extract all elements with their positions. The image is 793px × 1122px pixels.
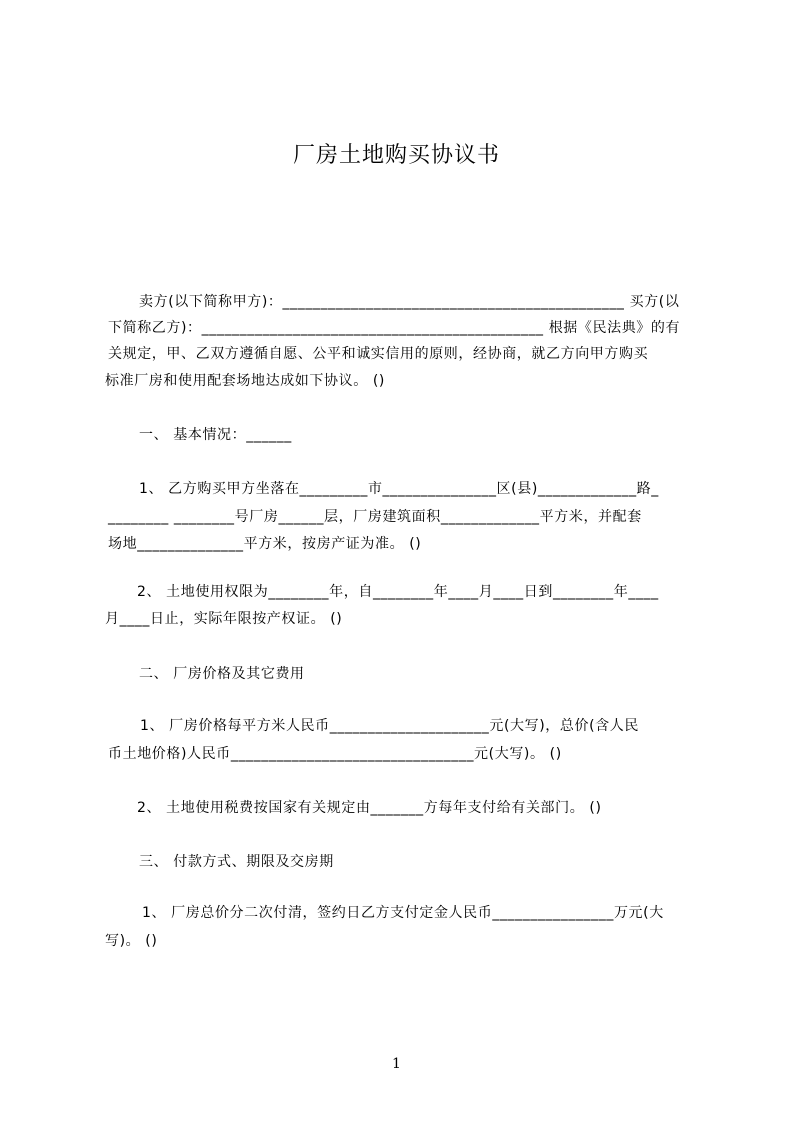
section-1-item-1-line-3: 场地______________平方米，按房产证为准。 () bbox=[108, 536, 422, 552]
section-1-item-1-line-2: ________ ________号厂房______层，厂房建筑面积_____________平方米，并配套 bbox=[108, 509, 642, 525]
section-3-item-1-line-2: 写)。 () bbox=[105, 933, 158, 949]
section-3-item-1-line-1: 1、 厂房总价分二次付清，签约日乙方支付定金人民币________________万元(大 bbox=[142, 905, 664, 921]
section-1-item-2-line-1: 2、 土地使用权限为________年，自________年____月____日到________年____ bbox=[137, 584, 659, 600]
section-1-item-1-line-1: 1、 乙方购买甲方坐落在_________市_______________区(县)_____________路_ bbox=[139, 481, 659, 497]
intro-line-3: 关规定，甲、乙双方遵循自愿、公平和诚实信用的原则，经协商，就乙方向甲方购买 bbox=[108, 346, 649, 362]
section-3-heading: 三、 付款方式、期限及交房期 bbox=[139, 854, 334, 870]
intro-line-4: 标准厂房和使用配套场地达成如下协议。 () bbox=[105, 373, 385, 389]
section-1-heading: 一、 基本情况：______ bbox=[139, 427, 292, 443]
section-2-item-1-line-2: 币土地价格)人民币________________________________元(大写)。 () bbox=[108, 746, 562, 762]
intro-line-2: 下简称乙方)：_____________________________________________ 根据《民法典》的有 bbox=[108, 320, 681, 336]
intro-line-1: 卖方(以下简称甲方)：_____________________________________________ 买方(以 bbox=[139, 294, 680, 310]
section-2-item-2: 2、 土地使用税费按国家有关规定由_______方每年支付给有关部门。 () bbox=[137, 800, 602, 816]
section-2-item-1-line-1: 1、 厂房价格每平方米人民币_____________________元(大写)，总价(含人民 bbox=[140, 718, 639, 734]
section-2-heading: 二、 厂房价格及其它费用 bbox=[139, 666, 305, 682]
section-1-item-2-line-2: 月____日止，实际年限按产权证。 () bbox=[105, 611, 343, 627]
document-title: 厂房土地购买协议书 bbox=[292, 143, 500, 168]
page-number: 1 bbox=[392, 1056, 401, 1072]
